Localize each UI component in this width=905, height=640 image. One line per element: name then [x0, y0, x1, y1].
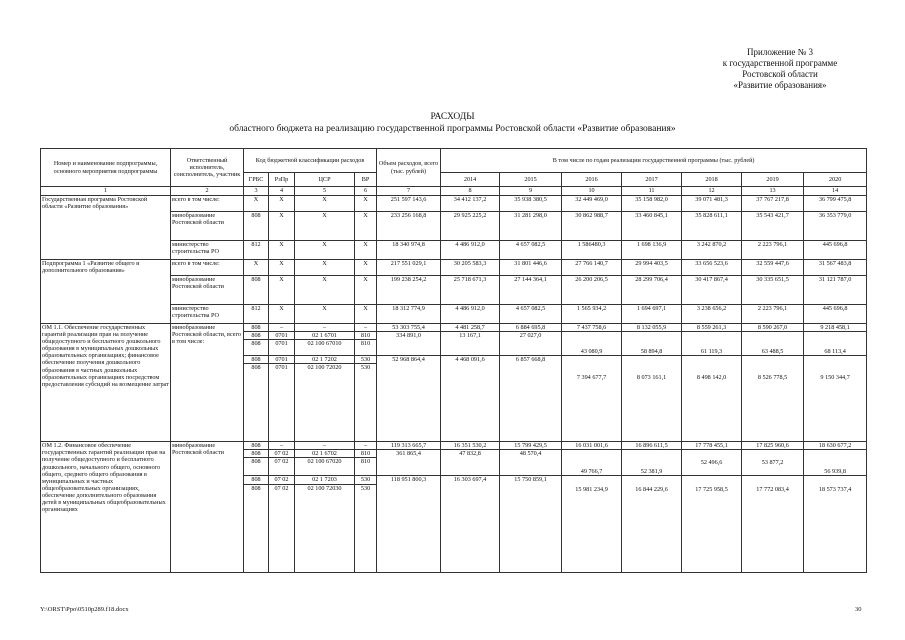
grbs-cell: 812	[244, 305, 269, 324]
header-year: 2015	[500, 173, 562, 187]
year-cell: 31 801 446,6	[500, 260, 562, 276]
year-cell: 33 656 523,6	[682, 260, 742, 276]
vr-cell: X	[355, 212, 377, 241]
vr-cell: X	[355, 260, 377, 276]
col-number: 9	[500, 187, 562, 196]
year-cell: 4 486 912,0	[441, 305, 500, 324]
year-cell: 56 939,8	[804, 450, 867, 476]
csr-cell: X	[295, 196, 355, 212]
year-cell: 17 825 960,6	[742, 442, 804, 450]
vr-cell: 530	[355, 484, 377, 572]
column-numbers-row	[41, 187, 867, 196]
vr-cell: –	[355, 442, 377, 450]
csr-cell: –	[295, 324, 355, 332]
year-cell: 1 698 136,9	[622, 241, 682, 260]
csr-cell: X	[295, 241, 355, 260]
grbs-cell: 808	[244, 340, 269, 356]
year-cell: 8 526 778,5	[742, 356, 804, 442]
year-cell: 68 113,4	[804, 332, 867, 356]
header-year: 2014	[441, 173, 500, 187]
vr-cell: 530	[355, 476, 377, 484]
vr-cell: X	[355, 276, 377, 305]
year-cell: 7 394 677,7	[562, 356, 622, 442]
year-cell: 27 027,0	[500, 332, 562, 356]
csr-cell: X	[295, 260, 355, 276]
rzpr-cell: 07 02	[269, 476, 295, 484]
year-cell: 16 844 229,6	[622, 476, 682, 572]
year-cell: 15 750 859,1	[500, 476, 562, 572]
year-cell: 58 894,8	[622, 332, 682, 356]
header-code: Код бюджетной классификации расходов	[244, 149, 377, 173]
year-cell: 1 586480,3	[562, 241, 622, 260]
year-cell: 2 223 796,1	[742, 305, 804, 324]
title-line: областного бюджета на реализацию государственной программы Ростовской области «Развитие образования»	[229, 124, 676, 134]
rzpr-cell: 07 02	[269, 458, 295, 476]
year-cell: 9 218 458,1	[804, 324, 867, 332]
year-cell: 7 437 758,6	[562, 324, 622, 332]
subprogram-name: Подпрограмма 1 «Развитие общего и дополнительного образования»	[41, 260, 171, 324]
col-number: 1	[41, 187, 171, 196]
year-cell: 30 335 651,5	[742, 276, 804, 305]
grbs-cell: 808	[244, 450, 269, 458]
year-cell: 31 567 483,8	[804, 260, 867, 276]
total-cell: 118 951 800,3	[377, 476, 441, 572]
year-cell: 48 570,4	[500, 450, 562, 476]
col-number: 2	[171, 187, 244, 196]
rzpr-cell: –	[269, 442, 295, 450]
year-cell: 25 718 671,3	[441, 276, 500, 305]
rzpr-cell: X	[269, 241, 295, 260]
col-number: 12	[682, 187, 742, 196]
year-cell: 445 696,8	[804, 241, 867, 260]
year-cell: 52 381,9	[622, 450, 682, 476]
year-cell: 53 877,2	[742, 450, 804, 476]
table-row	[41, 260, 867, 276]
csr-cell: 02 100 72030	[295, 484, 355, 572]
col-number: 7	[377, 187, 441, 196]
executor: всего в том числе:	[171, 260, 244, 276]
table-row	[41, 324, 867, 332]
total-cell: 233 256 168,8	[377, 212, 441, 241]
year-cell: 35 938 380,5	[500, 196, 562, 212]
header-csr: ЦСР	[295, 173, 355, 187]
grbs-cell: 808	[244, 458, 269, 476]
year-cell: 6 857 668,8	[500, 356, 562, 442]
year-cell: 26 200 206,5	[562, 276, 622, 305]
year-cell: 34 412 137,2	[441, 196, 500, 212]
csr-cell: 02 1 6701	[295, 332, 355, 340]
executor: минобразование Ростовской области	[171, 212, 244, 241]
year-cell: 3 242 870,2	[682, 241, 742, 260]
year-cell: 4 657 082,5	[500, 241, 562, 260]
rzpr-cell: X	[269, 260, 295, 276]
header-name: Номер и наименование подпрограммы, основного мероприятия подпрограммы	[41, 149, 171, 187]
grbs-cell: X	[244, 260, 269, 276]
grbs-cell: 808	[244, 324, 269, 332]
year-cell: 4 486 912,0	[441, 241, 500, 260]
year-cell: 3 238 656,2	[682, 305, 742, 324]
col-number: 3	[244, 187, 269, 196]
rzpr-cell: 0701	[269, 332, 295, 340]
year-cell: 16 896 611,5	[622, 442, 682, 450]
rzpr-cell: X	[269, 276, 295, 305]
year-cell: 8 073 161,1	[622, 356, 682, 442]
year-cell: 39 071 481,3	[682, 196, 742, 212]
rzpr-cell: X	[269, 305, 295, 324]
csr-cell: 02 100 67010	[295, 340, 355, 356]
year-cell: 16 303 697,4	[441, 476, 500, 572]
csr-cell: 02 1 7203	[295, 476, 355, 484]
rzpr-cell: X	[269, 212, 295, 241]
csr-cell: 02 1 7202	[295, 356, 355, 364]
year-cell: 35 158 982,0	[622, 196, 682, 212]
year-cell: 8 590 267,0	[742, 324, 804, 332]
col-number: 14	[804, 187, 867, 196]
header-year: 2016	[562, 173, 622, 187]
year-cell: 445 696,8	[804, 305, 867, 324]
rzpr-cell: –	[269, 324, 295, 332]
title-line: РАСХОДЫ	[430, 112, 475, 122]
table-row	[41, 196, 867, 212]
vr-cell: 810	[355, 332, 377, 340]
total-cell: 119 313 665,7	[377, 442, 441, 450]
page-number: 30	[855, 606, 862, 613]
appendix-line: Приложение № 3	[747, 47, 813, 57]
year-cell: 32 449 469,0	[562, 196, 622, 212]
year-cell: 27 766 140,7	[562, 260, 622, 276]
year-cell: 17 778 455,1	[682, 442, 742, 450]
vr-cell: 810	[355, 450, 377, 458]
csr-cell: 02 100 67020	[295, 458, 355, 476]
grbs-cell: 808	[244, 332, 269, 340]
year-cell: 37 767 217,8	[742, 196, 804, 212]
total-cell: 18 312 774,9	[377, 305, 441, 324]
col-number: 10	[562, 187, 622, 196]
vr-cell: –	[355, 324, 377, 332]
year-cell: 9 150 344,7	[804, 356, 867, 442]
year-cell: 52 496,6	[682, 450, 742, 476]
total-cell: 52 968 864,4	[377, 356, 441, 442]
year-cell: 29 925 225,2	[441, 212, 500, 241]
header-year: 2018	[682, 173, 742, 187]
csr-cell: X	[295, 276, 355, 305]
grbs-cell: 812	[244, 241, 269, 260]
rzpr-cell: X	[269, 196, 295, 212]
year-cell: 15 799 429,5	[500, 442, 562, 450]
vr-cell: X	[355, 241, 377, 260]
header-years: В том числе по годам реализации государственной программы (тыс. рублей)	[441, 149, 867, 173]
csr-cell: X	[295, 212, 355, 241]
col-number: 13	[742, 187, 804, 196]
rzpr-cell: 07 02	[269, 484, 295, 572]
col-number: 8	[441, 187, 500, 196]
activity-name: ОМ 1.2. Финансовое обеспечение государственных гарантий реализации прав на получение общедоступного и бесплатного дошкольного, начального общего, основного общего, среднего общего образования в муниципальных и частных общеобразовательных организациях, обеспечение дополнительного образования детей в муниципальных общеобразовательных организациях	[41, 442, 171, 572]
year-cell: 15 981 234,9	[562, 476, 622, 572]
vr-cell: 810	[355, 340, 377, 356]
year-cell: 16 351 530,2	[441, 442, 500, 450]
activity-name: ОМ 1.1. Обеспечение государственных гарантий реализации прав на получение общедоступного и бесплатного дошкольного образования в муниципальных дошкольных образовательных организациях; финансовое обеспечение получения дошкольного образования в частных дошкольных образовательных организациях посредством предоставления субсидий на возмещение затрат	[41, 324, 171, 442]
year-cell: 31 281 298,0	[500, 212, 562, 241]
executor: министерство строительства РО	[171, 305, 244, 324]
year-cell: 30 417 867,4	[682, 276, 742, 305]
year-cell: 36 799 475,8	[804, 196, 867, 212]
year-cell: 8 559 261,3	[682, 324, 742, 332]
vr-cell: X	[355, 196, 377, 212]
appendix-line: «Развитие образования»	[733, 80, 827, 90]
appendix-line: Ростовской области	[742, 69, 818, 79]
year-cell: 43 080,9	[562, 332, 622, 356]
header-rzpr: РзПр	[269, 173, 295, 187]
executor: министерство строительства РО	[171, 241, 244, 260]
header-year: 2017	[622, 173, 682, 187]
vr-cell: 530	[355, 356, 377, 364]
year-cell: 47 832,8	[441, 450, 500, 476]
rzpr-cell: 0701	[269, 356, 295, 364]
header-grbs: ГРБС	[244, 173, 269, 187]
grbs-cell: 808	[244, 476, 269, 484]
year-cell: 30 205 583,3	[441, 260, 500, 276]
rzpr-cell: 07 02	[269, 450, 295, 458]
year-cell: 27 144 364,1	[500, 276, 562, 305]
year-cell: 29 994 403,5	[622, 260, 682, 276]
year-cell: 35 828 611,1	[682, 212, 742, 241]
col-number: 5	[295, 187, 355, 196]
total-cell: 53 303 755,4	[377, 324, 441, 332]
year-cell: 63 488,5	[742, 332, 804, 356]
expenditure-table	[40, 148, 867, 573]
year-cell: 4 468 091,6	[441, 356, 500, 442]
year-cell: 6 884 695,8	[500, 324, 562, 332]
table-row	[41, 442, 867, 450]
csr-cell: 02 100 72020	[295, 364, 355, 442]
appendix-line: к государственной программе	[722, 58, 838, 68]
header-year: 2020	[804, 173, 867, 187]
year-cell: 8 132 055,9	[622, 324, 682, 332]
total-cell: 199 238 254,2	[377, 276, 441, 305]
year-cell: 17 725 958,5	[682, 476, 742, 572]
header-executor: Ответственный исполнитель, соисполнитель, участник	[171, 149, 244, 187]
total-cell: 334 891,0	[377, 332, 441, 356]
year-cell: 33 460 845,1	[622, 212, 682, 241]
executor: минобразование Ростовской области	[171, 276, 244, 305]
total-cell: 251 597 143,6	[377, 196, 441, 212]
col-number: 11	[622, 187, 682, 196]
vr-cell: 530	[355, 364, 377, 442]
executor: минобразование Ростовской области	[171, 442, 244, 572]
year-cell: 1 565 934,2	[562, 305, 622, 324]
col-number: 4	[269, 187, 295, 196]
rzpr-cell: 0701	[269, 340, 295, 356]
total-cell: 361 865,4	[377, 450, 441, 476]
year-cell: 1 694 697,1	[622, 305, 682, 324]
header-vr: ВР	[355, 173, 377, 187]
col-number: 6	[355, 187, 377, 196]
year-cell: 13 167,1	[441, 332, 500, 356]
csr-cell: –	[295, 442, 355, 450]
grbs-cell: 808	[244, 212, 269, 241]
document-title	[0, 111, 905, 135]
year-cell: 36 353 779,0	[804, 212, 867, 241]
program-name: Государственная программа Ростовской области «Развитие образования»	[41, 196, 171, 260]
appendix-header	[690, 47, 870, 91]
year-cell: 18 630 677,2	[804, 442, 867, 450]
year-cell: 32 559 447,6	[742, 260, 804, 276]
header-volume: Объем расходов, всего (тыс. рублей)	[377, 149, 441, 187]
year-cell: 28 299 706,4	[622, 276, 682, 305]
grbs-cell: 808	[244, 356, 269, 364]
csr-cell: 02 1 6702	[295, 450, 355, 458]
grbs-cell: 808	[244, 364, 269, 442]
executor: всего в том числе:	[171, 196, 244, 212]
year-cell: 31 121 787,0	[804, 276, 867, 305]
header-year: 2019	[742, 173, 804, 187]
year-cell: 16 031 001,6	[562, 442, 622, 450]
csr-cell: X	[295, 305, 355, 324]
total-cell: 18 340 974,8	[377, 241, 441, 260]
year-cell: 49 766,7	[562, 450, 622, 476]
year-cell: 35 543 421,7	[742, 212, 804, 241]
year-cell: 17 772 083,4	[742, 476, 804, 572]
grbs-cell: 808	[244, 442, 269, 450]
year-cell: 30 862 988,7	[562, 212, 622, 241]
year-cell: 2 223 796,1	[742, 241, 804, 260]
year-cell: 4 481 258,7	[441, 324, 500, 332]
vr-cell: X	[355, 305, 377, 324]
year-cell: 61 119,3	[682, 332, 742, 356]
executor: минобразование Ростовской области, всего в том числе:	[171, 324, 244, 442]
vr-cell: 810	[355, 458, 377, 476]
year-cell: 4 657 082,5	[500, 305, 562, 324]
year-cell: 18 573 737,4	[804, 476, 867, 572]
grbs-cell: 808	[244, 276, 269, 305]
grbs-cell: 808	[244, 484, 269, 572]
total-cell: 217 551 029,1	[377, 260, 441, 276]
rzpr-cell: 0701	[269, 364, 295, 442]
grbs-cell: X	[244, 196, 269, 212]
year-cell: 8 498 142,0	[682, 356, 742, 442]
file-path: Y:\ORST\Ppo\0510p289.f18.docx	[40, 606, 129, 613]
